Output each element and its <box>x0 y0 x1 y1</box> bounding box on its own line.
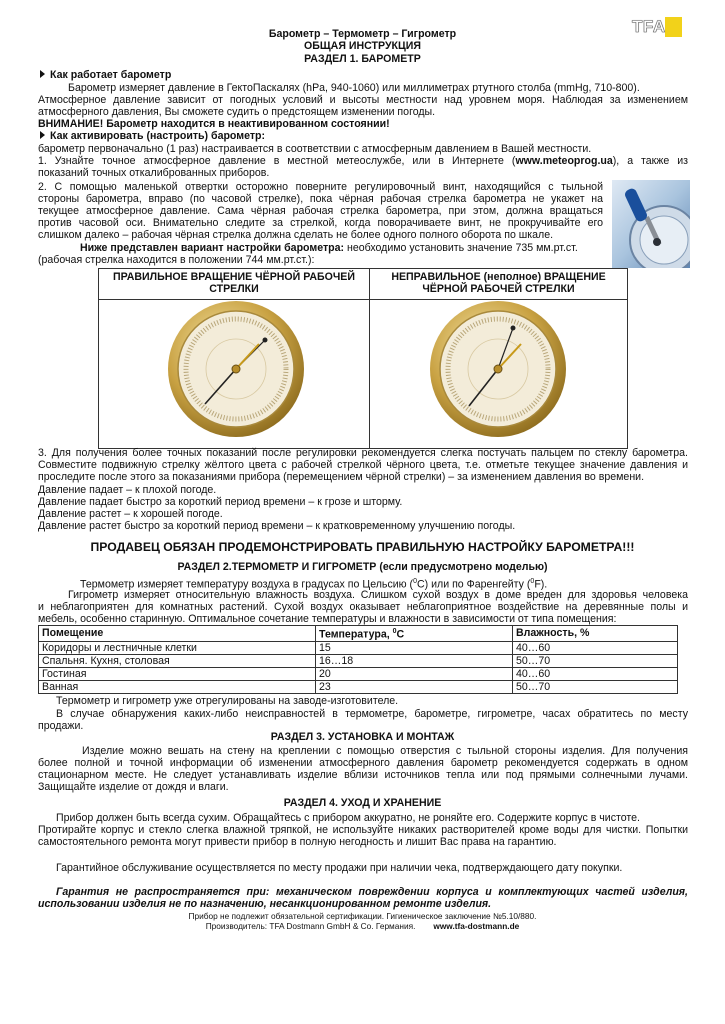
text: ), а также из <box>612 155 688 167</box>
degree-sup: 0 <box>413 578 417 585</box>
cmp-header-correct: ПРАВИЛЬНОЕ ВРАЩЕНИЕ ЧЁРНОЙ РАБОЧЕЙ СТРЕЛКИ <box>99 269 370 300</box>
paragraph: барометр первоначально (1 раз) настраивается в соответствии с атмосферным давлением в Вашей местности. <box>38 143 592 155</box>
bold-text: Ниже представлен вариант настройки барометра: <box>80 242 345 254</box>
climate-table <box>38 625 678 694</box>
warranty-exclusions: использовании изделия не по назначению, несанкционированном ремонте изделия. <box>38 898 492 910</box>
manufacturer-website-link[interactable]: www.tfa-dostmann.de <box>433 921 520 931</box>
paragraph: стационарном месте. Не следует устанавливать изделие вблизи источников тепла или под прямыми солнечными лучами. <box>38 769 688 781</box>
paragraph: 3. Для получения более точных показаний после регулировки рекомендуется слегка постучать пальцем по стеклу барометра. <box>38 447 688 459</box>
paragraph: самостоятельного ремонта могут привести прибор в полную негодность и лишит Вас права на гарантию. <box>38 836 557 848</box>
degree-sup: 0 <box>530 578 535 585</box>
text: Термометр измеряет температуру воздуха в градусах по Цельсию ( <box>80 578 414 591</box>
paragraph: Изделие можно вешать на стену на креплении с помощью отверстия с тыльной стороны изделия. Для получения <box>82 745 688 757</box>
text: 1. Узнайте точное атмосферное давление в местной метеослужбе, или в Интернете ( <box>38 155 516 167</box>
table-row <box>39 680 678 693</box>
seller-notice: ПРОДАВЕЦ ОБЯЗАН ПРОДЕМОНСТРИРОВАТЬ ПРАВИЛЬНУЮ НАСТРОЙКУ БАРОМЕТРА!!! <box>90 540 635 554</box>
paragraph: Прибор должен быть всегда сухим. Обращайтесь с прибором аккуратно, не роняйте его. Содержите корпус в чистоте. <box>56 812 640 824</box>
footer-certification: Прибор не подлежит обязательной сертификации. Гигиеническое заключение №5.10/880. <box>188 911 537 921</box>
cmp-header-incorrect: НЕПРАВИЛЬНОЕ (неполное) ВРАЩЕНИЕ ЧЁРНОЙ РАБОЧЕЙ СТРЕЛКИ <box>370 269 628 300</box>
paragraph: и неблагоприятен для комнатных растений. Сухой воздух оказывает неблагоприятное воздействие на деревянные полы и <box>38 601 688 613</box>
pressure-rule: Давление растет быстро за короткий период времени – к кратковременному улучшению погоды. <box>38 520 516 532</box>
paragraph: более полной и точной информации об изменении атмосферного давления барометр рекомендуется содержать в одном <box>38 757 688 769</box>
table-cell: Спальня. Кухня, столовая <box>39 654 316 667</box>
section4-title: РАЗДЕЛ 4. УХОД И ХРАНЕНИЕ <box>283 797 442 809</box>
paragraph: Защищайте изделие от дождя и влаги. <box>38 781 229 793</box>
pressure-rule: Давление падает – к плохой погоде. <box>38 484 217 496</box>
paragraph <box>38 155 688 167</box>
text: F). <box>534 578 548 591</box>
paragraph: 2. С помощью маленькой отвертки осторожно поверните регулировочный винт, находящийся с тыльной <box>38 181 603 193</box>
footer-manufacturer <box>0 921 725 931</box>
table-cell: 20 <box>316 667 513 680</box>
manufacturer-text: Производитель: TFA Dostmann GmbH & Co. Германия. <box>205 921 416 931</box>
section3-title: РАЗДЕЛ 3. УСТАНОВКА И МОНТАЖ <box>270 731 455 743</box>
table-cell: Ванная <box>39 680 316 693</box>
paragraph: слишком далеко – рабочая чёрная стрелка должна сделать не более одного полного оборота по шкале. <box>38 229 554 241</box>
warning-text: ВНИМАНИЕ! Барометр находится в неактивированном состоянии! <box>38 118 390 130</box>
pressure-rule: Давление растет – к хорошей погоде. <box>38 508 223 520</box>
header-unit: C <box>396 628 405 641</box>
doc-subtitle: ОБЩАЯ ИНСТРУКЦИЯ <box>304 40 421 52</box>
section2-title: РАЗДЕЛ 2.ТЕРМОМЕТР И ГИГРОМЕТР (если предусмотрено моделью) <box>177 561 548 573</box>
paragraph: проследите после этого за показаниями прибора (перемещением чёрной стрелки) – за изменением давления во времени. <box>38 471 645 483</box>
paragraph: против часовой оси. Внимательно следите за стрелкой, когда поворачиваете винт, не прокручивайте его <box>38 217 603 229</box>
pressure-rule: Давление падает быстро за короткий период времени – к грозе и шторму. <box>38 496 403 508</box>
table-header-room: Помещение <box>39 626 316 642</box>
paragraph: стороны барометра, вправо (по часовой стрелке), пока чёрная рабочая стрелка барометра не укажет на <box>38 193 603 205</box>
paragraph: атмосферного давления, Вы сможете судить о предстоящем изменении погоды. <box>38 106 436 118</box>
table-header-row <box>39 626 678 642</box>
table-cell: 23 <box>316 680 513 693</box>
paragraph <box>80 242 578 254</box>
table-row <box>39 654 678 667</box>
paragraph: текущее атмосферное давление. Сама чёрная рабочая стрелка барометра, при этом, должна вращаться <box>38 205 603 217</box>
paragraph: Гигрометр измеряет относительную влажность воздуха. Слишком сухой воздух в доме вреден для здоровья человека <box>68 589 688 601</box>
table-cell: Коридоры и лестничные клетки <box>39 641 316 654</box>
table-cell: 15 <box>316 641 513 654</box>
warranty-service: Гарантийное обслуживание осуществляется по месту продажи при наличии чека, подтверждающего дату покупки. <box>56 862 623 874</box>
barometer-dial-correct <box>167 300 305 438</box>
table-cell: Гостиная <box>39 667 316 680</box>
table-row <box>39 667 678 680</box>
degree-sup: 0 <box>392 628 397 635</box>
table-row <box>39 641 678 654</box>
paragraph: В случае обнаружения каких-либо неисправностей в термометре, барометре, гигрометре, часах обратитесь по месту <box>56 708 688 720</box>
screwdriver-illustration <box>612 180 690 268</box>
table-cell: 40…60 <box>513 667 678 680</box>
heading-how-to-activate <box>40 130 265 142</box>
arrow-bullet-icon <box>40 131 45 139</box>
header-text: Температура, <box>319 628 393 641</box>
paragraph: Барометр измеряет давление в ГектоПаскалях (hPa, 940-1060) или миллиметрах ртутного столба (mmHg, 710-800). <box>68 82 640 94</box>
heading-text: Как работает барометр <box>50 69 172 81</box>
table-header-temperature <box>316 626 513 642</box>
table-cell: 16…18 <box>316 654 513 667</box>
meteoprog-link[interactable]: www.meteoprog.ua <box>515 155 613 167</box>
table-cell: 50…70 <box>513 680 678 693</box>
heading-text: Как активировать (настроить) барометр: <box>50 130 266 142</box>
table-header-humidity: Влажность, % <box>513 626 678 642</box>
table-cell: 50…70 <box>513 654 678 667</box>
paragraph: Совместите подвижную стрелку жёлтого цвета с рабочей стрелкой чёрного цвета, т.е. отметьте текущее значение давления и <box>38 459 688 471</box>
paragraph: Термометр и гигрометр уже отрегулированы на заводе-изготовителе. <box>56 695 399 707</box>
doc-title: Барометр – Термометр – Гигрометр <box>268 28 457 40</box>
table-cell: 40…60 <box>513 641 678 654</box>
paragraph: (рабочая стрелка находится в положении 744 мм.рт.ст.): <box>38 254 315 266</box>
barometer-dial-incorrect <box>429 300 567 438</box>
text: C) или по Фаренгейту ( <box>416 578 531 591</box>
arrow-bullet-icon <box>40 70 45 78</box>
section1-title: РАЗДЕЛ 1. БАРОМЕТР <box>304 53 421 65</box>
paragraph: Атмосферное давление зависит от погодных условий и высоты местности над уровнем моря. Наблюдая за изменением <box>38 94 688 106</box>
paragraph: продажи. <box>38 720 84 732</box>
paragraph: показаний точных откалиброванных приборов. <box>38 167 270 179</box>
paragraph: Протирайте корпус и стекло слегка влажной тряпкой, не используйте никаких растворителей кроме воды для чистки. Попытки <box>38 824 688 836</box>
logo-text: TFA <box>632 17 666 36</box>
paragraph: мебель, особенно старинную. Оптимальное сочетание температуры и влажности в зависимости от типа помещения: <box>38 613 617 625</box>
heading-how-barometer-works <box>40 69 171 81</box>
text: необходимо установить значение 735 мм.рт.ст. <box>344 242 578 254</box>
warranty-exclusions: Гарантия не распространяется при: механическом повреждении корпуса и комплектующих частей изделия, <box>56 886 688 898</box>
